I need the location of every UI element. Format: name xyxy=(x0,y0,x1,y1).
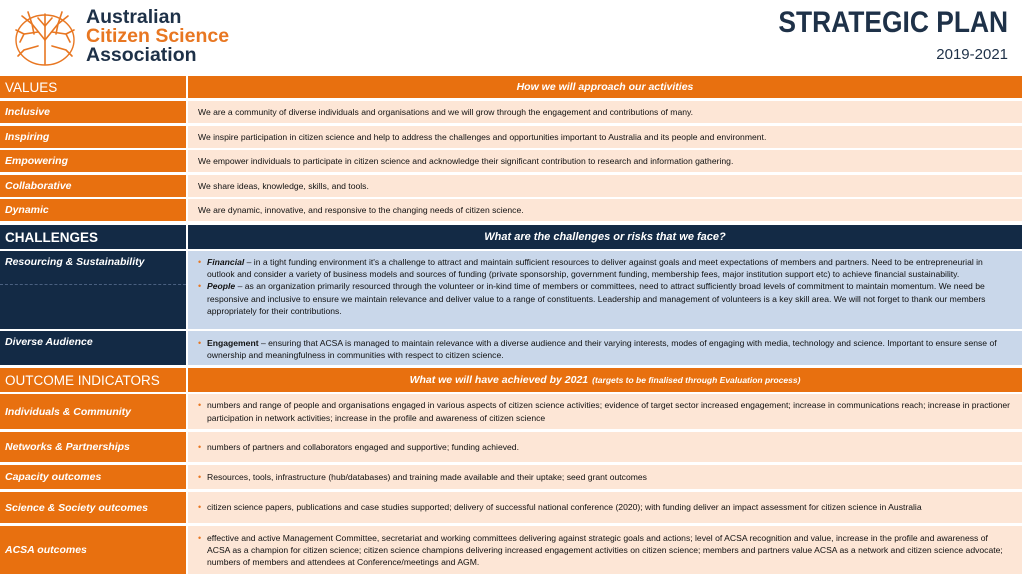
org-name-line1: Australian xyxy=(86,6,182,28)
values-row xyxy=(0,101,1024,123)
bullet-text: – in a tight funding environment it's a challenge to attract and maintain sufficient resources to deliver against goals and meet expectations of members and partners. Need to be entrepreneurial in outlook and consider a variety of business models and sources of funding (private sponsorship, government funding, membership fees, major institution support etc) to achieve financial sustainability. xyxy=(207,257,983,280)
bullet-text: citizen science papers, publications and case studies supported; delivery of successful national conference (2020); with funding deliver an impact assessment for citizen science in Australia xyxy=(207,502,922,513)
values-heading: VALUES xyxy=(0,76,186,98)
challenges-subheading: What are the challenges or risks that we face? xyxy=(188,225,1022,249)
challenge-row-resourcing xyxy=(0,251,1024,329)
value-label: Dynamic xyxy=(0,199,186,221)
acsa-logo-icon xyxy=(8,4,82,68)
bullet-icon: • xyxy=(198,502,202,513)
outcome-description xyxy=(188,465,1022,489)
outcome-row xyxy=(0,492,1024,523)
values-section-header xyxy=(0,76,1024,98)
list-item xyxy=(198,399,1012,423)
list-item xyxy=(198,532,1012,569)
outcome-row xyxy=(0,394,1024,429)
plan-years: 2019-2021 xyxy=(936,46,1008,63)
challenges-heading: CHALLENGES xyxy=(0,225,186,249)
challenge-description xyxy=(188,331,1022,365)
value-label: Inspiring xyxy=(0,126,186,148)
bullet-term: People xyxy=(207,281,236,292)
outcome-description xyxy=(188,492,1022,523)
value-description: We are dynamic, innovative, and responsive to the changing needs of citizen science. xyxy=(188,199,1022,221)
challenge-label: Resourcing & Sustainability xyxy=(0,251,186,329)
page-title: STRATEGIC PLAN xyxy=(778,6,1008,39)
outcomes-subnote: (targets to be finalised through Evaluation process) xyxy=(592,374,801,385)
bullet-term: Financial xyxy=(207,257,245,267)
bullet-text: numbers and range of people and organisations engaged in various aspects of citizen science activities; evidence of target sector increased engagement; increase in communications reach; increase in practioner participation in network activities; increase in the profile and awareness of citizen science xyxy=(207,400,1011,423)
value-description: We empower individuals to participate in citizen science and acknowledge their significant contribution to research and information gathering. xyxy=(188,150,1022,172)
list-item xyxy=(198,441,519,453)
values-row xyxy=(0,199,1024,221)
outcome-label: Capacity outcomes xyxy=(0,465,186,489)
outcome-row xyxy=(0,526,1024,574)
outcomes-subheading-wrap xyxy=(188,368,1022,392)
bullet-icon: • xyxy=(198,281,202,292)
bullet-icon: • xyxy=(198,441,202,452)
value-label: Collaborative xyxy=(0,175,186,197)
outcome-row xyxy=(0,465,1024,489)
org-name-line3: Association xyxy=(86,44,197,66)
challenges-section-header xyxy=(0,225,1024,249)
org-name-line2: Citizen Science xyxy=(86,25,230,47)
header xyxy=(0,0,1024,72)
bullet-text: – as an organization primarily resourced through the volunteer or in-kind time of members or committees, need to attract sufficiently broad levels of commitment to maintain momentum. We need be responsive and inclusive to ensure we maintain relevance and deliver value to a range of constituents. Leadership and management of volunteers is a key skill area. We will not forget to thank our members appropriately for their contributions. xyxy=(207,281,986,316)
bullet-icon: • xyxy=(198,532,202,543)
outcome-label: Networks & Partnerships xyxy=(0,432,186,462)
values-row xyxy=(0,126,1024,148)
bullet-icon: • xyxy=(198,471,202,482)
value-label: Empowering xyxy=(0,150,186,172)
list-item xyxy=(198,337,1012,361)
list-item xyxy=(198,471,647,483)
value-description: We are a community of diverse individuals and organisations and we will grow through the engagement and contributions of many. xyxy=(188,101,1022,123)
challenge-label: Diverse Audience xyxy=(0,331,186,365)
outcomes-subheading: What we will have achieved by 2021 xyxy=(409,373,589,386)
values-subheading: How we will approach our activities xyxy=(188,76,1022,98)
bullet-term: Engagement xyxy=(207,338,259,348)
outcome-label: Individuals & Community xyxy=(0,394,186,429)
challenge-row-audience xyxy=(0,331,1024,365)
outcome-label: ACSA outcomes xyxy=(0,526,186,574)
bullet-icon: • xyxy=(198,257,202,267)
bullet-icon: • xyxy=(198,400,202,411)
outcome-label: Science & Society outcomes xyxy=(0,492,186,523)
bullet-text: numbers of partners and collaborators engaged and supportive; funding achieved. xyxy=(207,441,519,452)
challenge-description xyxy=(188,251,1022,329)
values-row xyxy=(0,175,1024,197)
outcomes-heading: OUTCOME INDICATORS xyxy=(0,368,186,392)
outcome-row xyxy=(0,432,1024,462)
divider xyxy=(0,284,186,285)
values-row xyxy=(0,150,1024,172)
bullet-text: effective and active Management Committee, secretariat and working committees delivering against strategic goals and actions; level of ACSA recognition and value, increase in the profile and awareness of ACSA as a champion for citizen science; citizen science champions delivering increased engagement activities on citizen science; members and partners value ACSA as a network and citizen science advocate; numbers of members and attendees at Conference/meetings and AGM. xyxy=(207,532,1003,568)
list-item xyxy=(198,256,1012,280)
list-item xyxy=(198,280,1012,317)
outcome-description xyxy=(188,526,1022,574)
bullet-text: Resources, tools, infrastructure (hub/databases) and training made available and their uptake; seed grant outcomes xyxy=(207,471,647,482)
value-description: We inspire participation in citizen science and help to address the challenges and opportunities important to Australia and its people and environment. xyxy=(188,126,1022,148)
list-item xyxy=(198,501,922,513)
organisation-name xyxy=(86,8,229,65)
outcome-description xyxy=(188,394,1022,429)
outcome-description xyxy=(188,432,1022,462)
outcomes-section-header xyxy=(0,368,1024,392)
bullet-text: – ensuring that ACSA is managed to maintain relevance with a diverse audience and their varying interests, modes of engaging with media, technology and science. Important to ensure sense of ownership and meaningfulness in communities with respect to citizen science. xyxy=(207,338,997,361)
value-label: Inclusive xyxy=(0,101,186,123)
bullet-icon: • xyxy=(198,338,202,348)
value-description: We share ideas, knowledge, skills, and tools. xyxy=(188,175,1022,197)
